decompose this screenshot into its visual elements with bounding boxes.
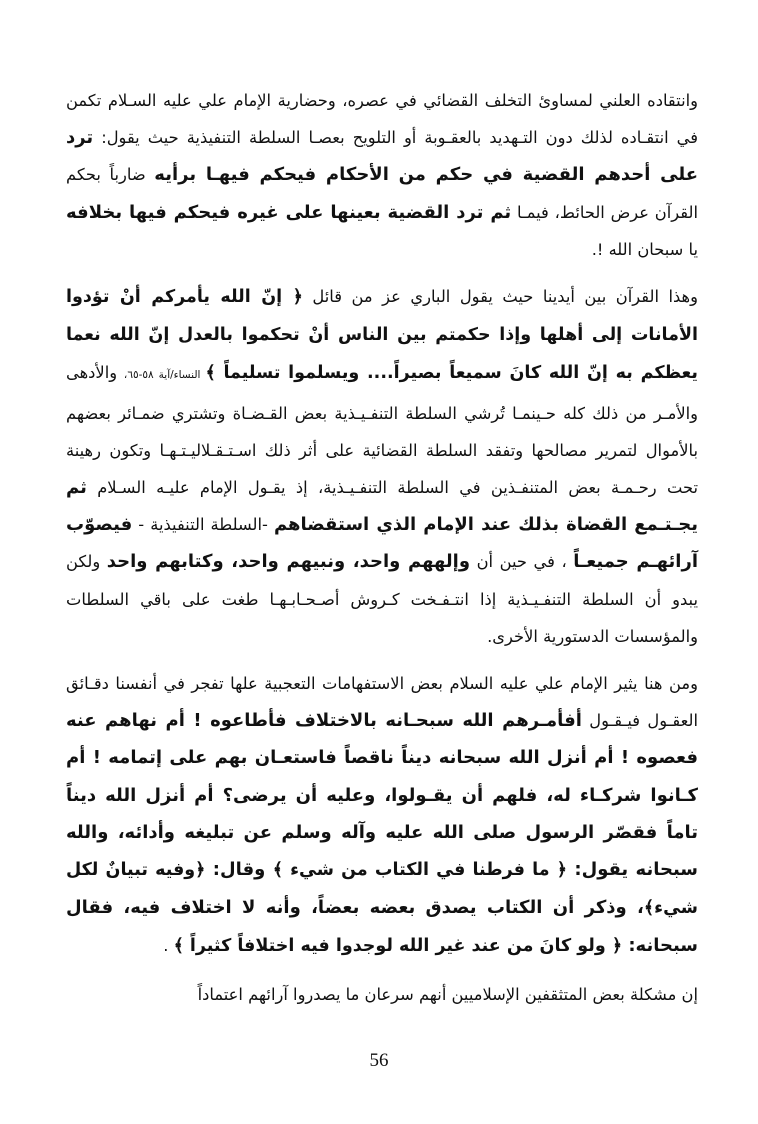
paragraph-3 bbox=[66, 665, 698, 966]
page-number: 56 bbox=[369, 1050, 389, 1071]
text-run: وانتقاده العلني لمساوئ التخلف القضائي في عصره، وحضارية الإمام علي عليه السـلام تكمن في انتقـاده لذلك دون التـهديد بالعقـوبة أو التلويح بعصـا السلطة التنفيذية حيث يقول: bbox=[66, 91, 698, 148]
bold-quote: أفأمـرهم الله سبحـانه بالاختلاف فأطاعوه ! أم نهاهم عنه فعصوه ! أم أنزل الله سبحانه ديناً ناقصاً فاستعـان بهم على إتمامه ! أم كـانوا شركـاء له، فلهم أن يقـولوا، وعليه أن يرضى؟ أم أنزل الله ديناً تاماً فقصّر الرسول صلى الله عليه وآله وسلم عن تبليغه وأدائه، والله سبحانه يقول: bbox=[66, 710, 698, 881]
bold-quote: ترد على أحدهم القضية في حكم من الأحكام فيحكم فيهـا برأيه bbox=[66, 127, 699, 186]
quran-verse: ﴿وفيه تبيانٌ لكل شيء﴾ bbox=[66, 860, 698, 919]
text-run: ومن هنا يثير الإمام علي عليه السلام بعض الاستفهامات التعجبية علها تفجر في أنفسنا دقـائق العقـول فيـقـول bbox=[66, 674, 698, 731]
text-run: ضارباً بحكم القرآن عرض الحائط، فيمـا bbox=[66, 165, 698, 222]
text-run: ولكن يبدو أن السلطة التنفـيـذية إذا انتـفـخت كـروش أصـحـابـهـا طغت على باقي السلطات والمؤسسات الدستورية الأخرى. bbox=[66, 552, 698, 646]
bold-quote: ، وذكر أن الكتاب يصدق بعضه بعضاً، وأنه لا اختلاف فيه، فقال سبحانه: bbox=[66, 897, 698, 957]
paragraph-2 bbox=[66, 278, 698, 655]
bold-quote: فيصوّب آرائهـم جميعـاً bbox=[66, 514, 698, 573]
text-run: -السلطة التنفيذية - bbox=[132, 515, 274, 535]
quran-verse: ﴿ إنّ الله يأمركم أنْ تؤدوا الأمانات إلى أهلها وإذا حكمتم بين الناس أنْ تحكموا بالعدل إنّ الله نعما يعظكم به إنّ الله كانَ سميعاً بصيراً.... ويسلموا تسليماً ﴾ bbox=[66, 287, 698, 384]
quran-verse: ﴿ ما فرطنا في الكتاب من شيء ﴾ bbox=[272, 860, 568, 881]
bold-quote: ثم يجـتـمع القضاة بذلك عند الإمام الذي استقضاهم bbox=[66, 477, 698, 536]
text-run: إن مشكلة بعض المتثقفين الإسلاميين أنهم سرعان ما يصدروا آرائهم اعتماداً bbox=[197, 984, 698, 1004]
verse-reference: النساء/آية ٥٨-٦٥، bbox=[123, 369, 206, 382]
bold-quote: ثم ترد القضية بعينها على غيره فيحكم فيها بخلافه bbox=[66, 201, 512, 223]
page-body bbox=[66, 82, 698, 1013]
text-run: . bbox=[163, 936, 174, 956]
text-run: ، في حين أن bbox=[470, 552, 574, 572]
quran-verse: ﴿ ولو كانَ من عند غير الله لوجدوا فيه اختلافاً كثيراً ﴾ bbox=[173, 936, 623, 957]
paragraph-4 bbox=[66, 976, 698, 1013]
paragraph-1 bbox=[66, 82, 698, 268]
bold-quote: وإلههم واحد، ونبيهم واحد، وكتابهم واحد bbox=[106, 551, 471, 573]
bold-quote: وقال: bbox=[205, 859, 273, 881]
text-run: يا سبحان الله !. bbox=[591, 239, 698, 259]
text-run: والأدهى والأمـر من ذلك كله حـينمـا تُرشي السلطة التنفـيـذية بعض القـضـاة وتشتري ضمـائر بعضهم بالأموال لتمرير مصالحها وتفقد السلطة القضائية على أثر ذلك اسـتـقـلاليـتـهـا وتكون رهينة تحت رحـمـة بعض المتنفـذين في السلطة التنفـيـذية، إذ يقـول الإمام عليـه السـلام bbox=[66, 363, 698, 498]
text-run: وهذا القرآن بين أيدينا حيث يقول الباري عز من قائل bbox=[302, 287, 699, 307]
